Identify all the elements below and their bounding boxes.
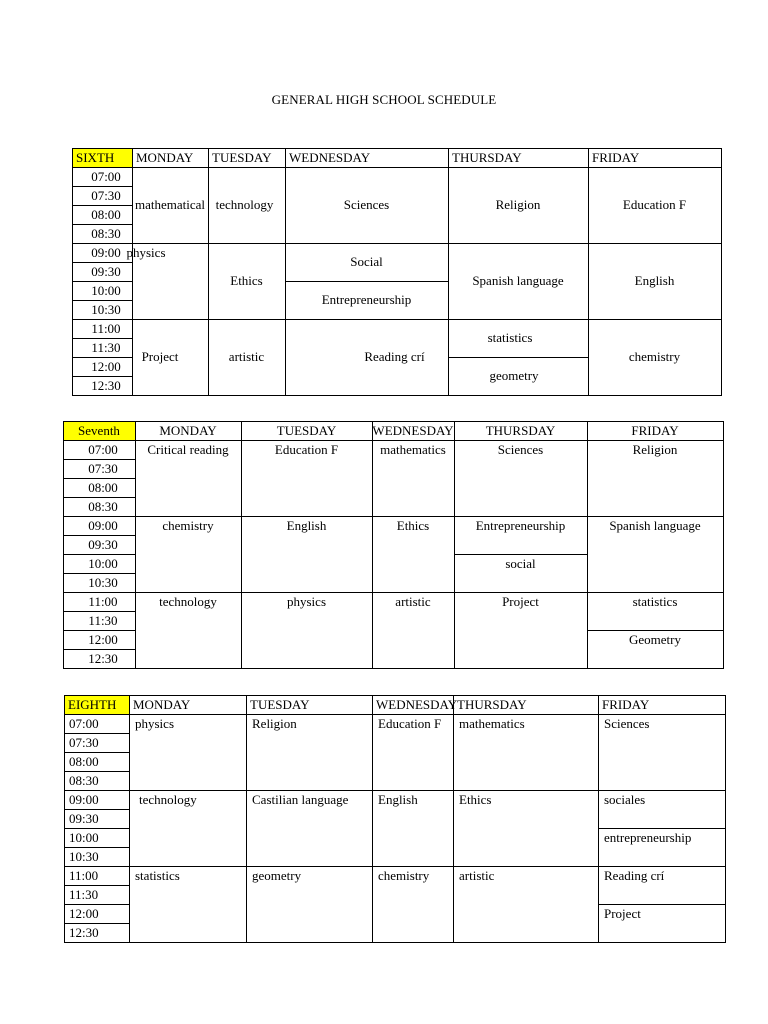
day-header-friday: FRIDAY: [592, 150, 640, 165]
class-label: technology: [139, 792, 197, 807]
grade-label: EIGHTH: [68, 697, 117, 712]
time-label: 12:00: [69, 906, 99, 921]
class-label: Social: [350, 254, 383, 269]
class-label: geometry: [252, 868, 302, 883]
class-label: Education F: [378, 716, 442, 731]
class-label: Entrepreneurship: [475, 518, 566, 533]
class-label: statistics: [135, 868, 180, 883]
day-header-monday: MONDAY: [159, 423, 217, 438]
time-label: 10:30: [91, 302, 121, 317]
time-label: 07:30: [88, 461, 118, 476]
day-header-wednesday: WEDNESDAY: [376, 697, 458, 712]
class-label: Entrepreneurship: [321, 292, 412, 307]
class-label: Ethics: [459, 792, 492, 807]
class-label: technology: [159, 594, 217, 609]
time-label: 09:30: [88, 537, 118, 552]
time-label: 07:00: [88, 442, 118, 457]
time-label: 10:00: [69, 830, 99, 845]
time-label: 11:30: [88, 613, 118, 628]
class-label: mathematics: [380, 442, 446, 457]
class-label: Sciences: [497, 442, 544, 457]
time-label: 12:00: [88, 632, 118, 647]
class-label: mathematical: [134, 197, 206, 212]
class-label: entrepreneurship: [604, 830, 692, 845]
day-header-friday: FRIDAY: [602, 697, 650, 712]
time-label: 09:30: [91, 264, 121, 279]
class-label: English: [634, 273, 675, 288]
class-label: Reading crí: [364, 349, 425, 364]
class-label: chemistry: [162, 518, 214, 533]
class-label: Reading crí: [604, 868, 665, 883]
class-label: Sciences: [343, 197, 390, 212]
time-label: 08:00: [69, 754, 99, 769]
class-label: geometry: [489, 368, 539, 383]
time-label: 07:00: [91, 169, 121, 184]
time-label: 08:00: [88, 480, 118, 495]
class-label: statistics: [487, 330, 533, 345]
time-label: 10:30: [69, 849, 99, 864]
class-label: English: [286, 518, 327, 533]
time-label: 08:30: [88, 499, 118, 514]
class-label: Project: [141, 349, 179, 364]
day-header-wednesday: WEDNESDAY: [372, 423, 454, 438]
class-label: artistic: [395, 594, 431, 609]
day-header-thursday: THURSDAY: [457, 697, 527, 712]
day-header-tuesday: TUESDAY: [276, 423, 337, 438]
class-label: physics: [287, 594, 326, 609]
time-label: 10:00: [91, 283, 121, 298]
class-label: Education F: [622, 197, 687, 212]
time-label: 09:00: [88, 518, 118, 533]
time-label: 07:00: [69, 716, 99, 731]
page-title: GENERAL HIGH SCHOOL SCHEDULE: [271, 92, 497, 107]
grade-label: SIXTH: [76, 150, 115, 165]
time-label: 08:00: [91, 207, 121, 222]
class-label: Critical reading: [147, 442, 229, 457]
class-label: Spanish language: [609, 518, 701, 533]
day-header-thursday: THURSDAY: [485, 423, 556, 438]
time-label: 11:00: [88, 594, 118, 609]
class-label: Project: [604, 906, 641, 921]
class-label: sociales: [604, 792, 646, 807]
day-header-monday: MONDAY: [136, 150, 194, 165]
class-label: English: [378, 792, 418, 807]
time-label: 07:30: [91, 188, 121, 203]
day-header-monday: MONDAY: [133, 697, 191, 712]
time-label: 12:30: [69, 925, 99, 940]
time-label: 10:00: [88, 556, 118, 571]
class-label: social: [505, 556, 536, 571]
day-header-wednesday: WEDNESDAY: [289, 150, 371, 165]
day-header-friday: FRIDAY: [631, 423, 679, 438]
class-label: artistic: [459, 868, 495, 883]
class-label: Religion: [495, 197, 541, 212]
class-label: Project: [502, 594, 539, 609]
class-label: technology: [215, 197, 274, 212]
class-label: Religion: [252, 716, 297, 731]
day-header-tuesday: TUESDAY: [250, 697, 310, 712]
class-label: chemistry: [378, 868, 430, 883]
time-label: 12:00: [91, 359, 121, 374]
class-label: Spanish language: [472, 273, 564, 288]
time-label: 11:30: [91, 340, 121, 355]
class-label: physics: [135, 716, 174, 731]
class-label: Sciences: [604, 716, 650, 731]
time-label: 12:30: [88, 651, 118, 666]
time-label: 09:00: [91, 245, 121, 260]
day-header-thursday: THURSDAY: [452, 150, 522, 165]
time-label: 09:30: [69, 811, 99, 826]
class-label: Ethics: [230, 273, 263, 288]
class-label: Geometry: [629, 632, 681, 647]
time-label: 12:30: [91, 378, 121, 393]
class-label: Ethics: [396, 518, 430, 533]
class-label: Religion: [632, 442, 678, 457]
class-label: mathematics: [459, 716, 525, 731]
time-label: 11:00: [91, 321, 121, 336]
time-label: 08:30: [91, 226, 121, 241]
class-label: statistics: [632, 594, 678, 609]
time-label: 11:30: [69, 887, 99, 902]
class-label: Education F: [274, 442, 339, 457]
day-header-tuesday: TUESDAY: [212, 150, 272, 165]
class-label: Castilian language: [252, 792, 349, 807]
class-label: artistic: [228, 349, 265, 364]
class-label: chemistry: [628, 349, 681, 364]
time-label: 08:30: [69, 773, 99, 788]
time-label: 09:00: [69, 792, 99, 807]
time-label: 10:30: [88, 575, 118, 590]
grade-label: Seventh: [78, 423, 120, 438]
time-label: 07:30: [69, 735, 99, 750]
time-label: 11:00: [69, 868, 99, 883]
class-label: physics: [126, 245, 166, 260]
